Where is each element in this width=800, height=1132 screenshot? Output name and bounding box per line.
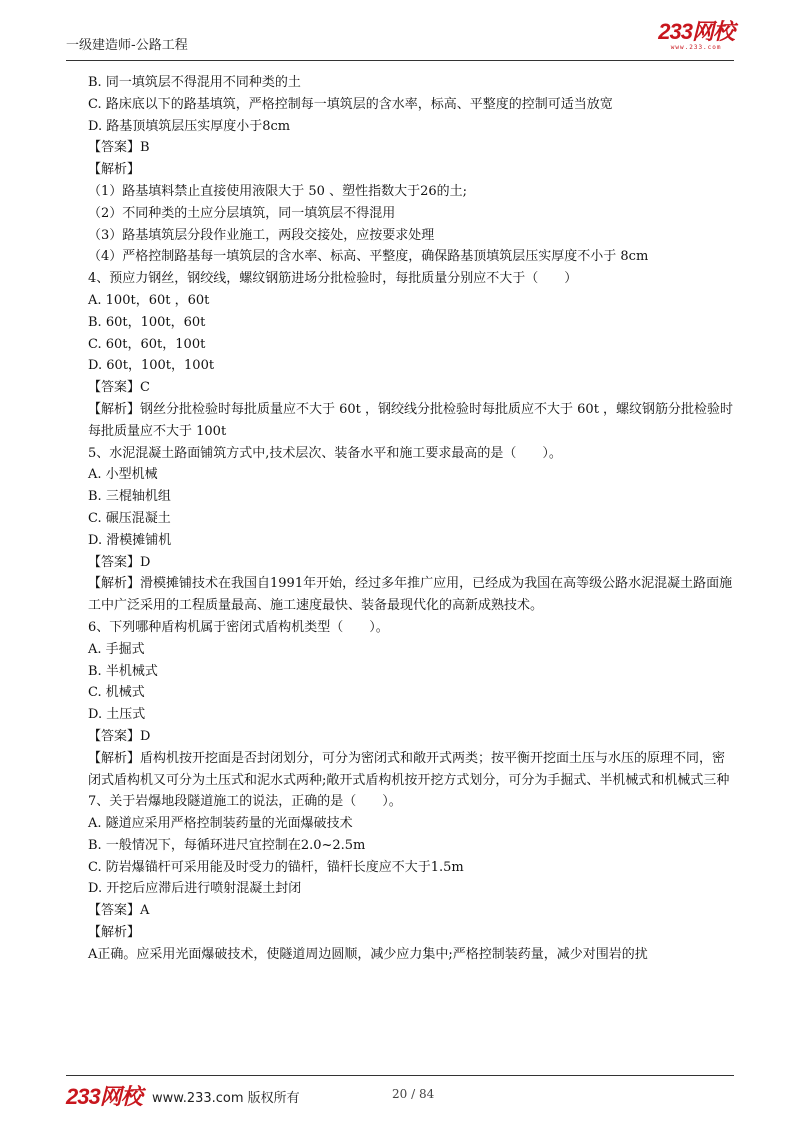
analysis-label: 【解析】 [88, 925, 141, 941]
option-b: B. 三棍轴机组 [88, 489, 171, 505]
text-line: （4）严格控制路基每一填筑层的含水率、标高、平整度，确保路基顶填筑层压实厚度不小于 8cm [88, 249, 649, 265]
text-line: C. 路床底以下的路基填筑，严格控制每一填筑层的含水率，标高、平整度的控制可适当放宽 [88, 96, 613, 112]
analysis-label: 【解析】 [88, 162, 141, 178]
option-b: B. 一般情况下，每循环进尺宜控制在2.0~2.5m [88, 837, 366, 853]
footer-divider [66, 1075, 734, 1076]
option-c: C. 60t，60t，100t [88, 336, 206, 352]
page-header [66, 20, 734, 58]
analysis-paragraph: 【解析】盾构机按开挖面是否封闭划分，可分为密闭式和敞开式两类；按平衡开挖面土压与水压的原理不同，密闭式盾构机又可分为土压式和泥水式两种;敞开式盾构机按开挖方式划分，可分为手掘式、半机械式和机械式三种 [88, 750, 730, 788]
question-6: 6、下列哪种盾构机属于密闭式盾构机类型（ ）。 [88, 619, 389, 635]
answer-line: 【答案】D [88, 554, 151, 570]
option-c: C. 机械式 [88, 685, 145, 701]
header-title: 一级建造师-公路工程 [66, 38, 188, 53]
analysis-paragraph: A正确。应采用光面爆破技术，使隧道周边圆顺，减少应力集中;严格控制装药量，减少对围岩的扰 [88, 946, 648, 962]
header-divider [66, 60, 734, 61]
option-a: A. 小型机械 [88, 467, 158, 483]
option-c: C. 碾压混凝土 [88, 510, 171, 526]
answer-line: 【答案】D [88, 728, 151, 744]
document-body [88, 72, 736, 966]
text-line: （1）路基填料禁止直接使用液限大于 50 、塑性指数大于26的土; [88, 183, 467, 199]
page-footer [66, 1080, 734, 1110]
question-7: 7、关于岩爆地段隧道施工的说法，正确的是（ ）。 [88, 794, 402, 810]
analysis-paragraph: 【解析】钢丝分批检验时每批质量应不大于 60t ，钢绞线分批检验时每批质应不大于 60t ，螺纹钢筋分批检验时每批质量应不大于 100t [88, 401, 734, 439]
analysis-paragraph: 【解析】滑模摊铺技术在我国自1991年开始，经过多年推广应用，已经成为我国在高等级公路水泥混凝土路面施工中广泛采用的工程质量最高、施工速度最快、装备最现代化的高新成熟技术。 [88, 576, 733, 614]
option-b: B. 半机械式 [88, 663, 158, 679]
text-line: （2）不同种类的土应分层填筑，同一填筑层不得混用 [88, 205, 396, 221]
option-d: D. 60t，100t，100t [88, 358, 215, 374]
option-c: C. 防岩爆锚杆可采用能及时受力的锚杆，锚杆长度应不大于1.5m [88, 859, 464, 875]
brand-logo[interactable] [658, 20, 734, 52]
question-5: 5、水泥混凝土路面铺筑方式中,技术层次、装备水平和施工要求最高的是（ ）。 [88, 445, 562, 461]
answer-line: 【答案】A [88, 903, 150, 919]
answer-line: 【答案】B [88, 140, 150, 156]
text-line: （3）路基填筑层分段作业施工，两段交接处，应按要求处理 [88, 227, 435, 243]
footer-site: www.233.com 版权所有 [152, 1091, 300, 1106]
logo-text: 233网校 [658, 19, 734, 44]
answer-line: 【答案】C [88, 380, 150, 396]
question-4: 4、预应力钢丝，钢绞线，螺纹钢筋进场分批检验时，每批质量分别应不大于（ ） [88, 271, 578, 287]
footer-logo[interactable]: 233网校 [66, 1084, 142, 1109]
text-line: D. 路基顶填筑层压实厚度小于8cm [88, 118, 291, 134]
text-line: B. 同一填筑层不得混用不同种类的土 [88, 75, 301, 90]
logo-url: www.233.com [670, 44, 722, 51]
option-d: D. 开挖后应滞后进行喷射混凝土封闭 [88, 881, 302, 897]
option-b: B. 60t，100t，60t [88, 314, 206, 330]
option-a: A. 手掘式 [88, 641, 145, 657]
option-d: D. 滑模摊铺机 [88, 532, 172, 548]
option-a: A. 100t，60t ，60t [88, 292, 210, 308]
option-d: D. 土压式 [88, 707, 146, 723]
option-a: A. 隧道应采用严格控制装药量的光面爆破技术 [88, 816, 353, 832]
page-number: 20 / 84 [392, 1087, 435, 1101]
